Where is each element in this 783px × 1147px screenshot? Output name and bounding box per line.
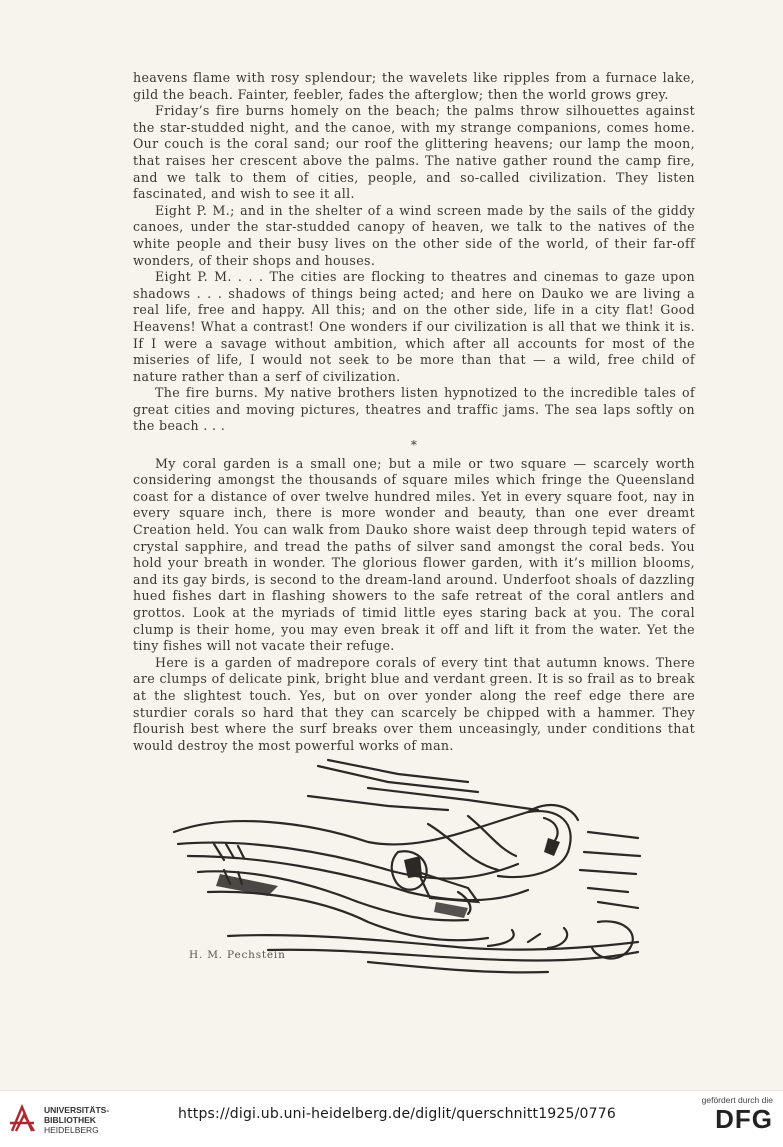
library-crest-icon (8, 1101, 38, 1135)
woodcut-illustration (168, 752, 648, 982)
paragraph: My coral garden is a small one; but a mile or two square — scarcely worth considering amongst the thousands of square miles which fringe the Queensland coast for a distance of over twelve hundred miles. Yet in every square foot, nay in every square inch, there is more wonder and beauty, than one ever dreamt Creation held. You can walk from Dauko shore waist deep through tepid waters of crystal sapphire, and tread the paths of silver sand amongst the coral beds. You hold your breath in wonder. The glorious flower garden, with it’s million blooms, and its gay birds, is second to the dream-land around. Underfoot shoals of dazzling hued fishes dart in flashing showers to the safe retreat of the coral antlers and grottos. Look at the myriads of timid little eyes staring back at you. The coral clump is their home, you may even break it off and lift it from the water. Yet the tiny fishes will not vacate their refuge. (133, 455, 695, 654)
article-text (133, 70, 695, 754)
paragraph: Eight P. M. . . . The cities are flocking to theatres and cinemas to gaze upon shadows . . . shadows of things being acted; and here on Dauko we are living a real life, free and happy. All this; and on the other side, life in a city flat! Good Heavens! What a contrast! One wonders if our civilization is all that we think it is. If I were a savage without ambition, which after all accounts for most of the miseries of life, I would not seek to be more than that — a wild, free child of nature rather than a serf of civilization. (133, 269, 695, 384)
permalink-url[interactable]: https://digi.ub.uni-heidelberg.de/diglit/querschnitt1925/0776 (178, 1106, 616, 1122)
paragraph: heavens flame with rosy splendour; the wavelets like ripples from a furnace lake, gild the beach. Fainter, feebler, fades the afterglow; then the world grows grey. (133, 70, 695, 102)
library-logo[interactable] (8, 1101, 138, 1137)
library-name-line1: UNIVERSITÄTS- (44, 1105, 110, 1115)
library-name (44, 1105, 109, 1135)
paragraph: The fire burns. My native brothers listen hypnotized to the incredible tales of great cities and moving pictures, theatres and traffic jams. The sea laps softly on the beach . . . (133, 385, 695, 434)
paragraph: Eight P. M.; and in the shelter of a wind screen made by the sails of the giddy canoes, under the star-studded canopy of heaven, we talk to the natives of the white people and their busy lives on the other side of the world, of their far-off wonders, of their shops and houses. (133, 202, 695, 268)
digitization-footer (0, 1090, 783, 1147)
library-name-line2: BIBLIOTHEK (44, 1115, 96, 1125)
paragraph: Here is a garden of madrepore corals of every tint that autumn knows. There are clumps of delicate pink, bright blue and verdant green. It is so frail as to break at the slightest touch. Yes, but on over yonder along the reef edge there are sturdier corals so hard that they can scarcely be chipped with a hammer. They flourish best where the surf breaks over them unceasingly, under conditions that would destroy the most powerful works of man. (133, 654, 695, 753)
funder-logo[interactable] (693, 1095, 773, 1143)
funder-name: DFG (715, 1104, 773, 1134)
illustration-caption: H. M. Pechstein (189, 949, 286, 961)
funding-note: gefördert durch die (701, 1095, 773, 1105)
paragraph: Friday’s fire burns homely on the beach; the palms throw silhouettes against the star-studded night, and the canoe, with my strange companions, comes home. Our couch is the coral sand; our roof the glittering heavens; our lamp the moon, that raises her crescent above the palms. The native gather round the camp fire, and we talk to them of cities, people, and so-called civilization. They listen fascinated, and wish to see it all. (133, 103, 695, 202)
library-name-line3: HEIDELBERG (44, 1125, 99, 1135)
section-separator: * (410, 438, 418, 453)
